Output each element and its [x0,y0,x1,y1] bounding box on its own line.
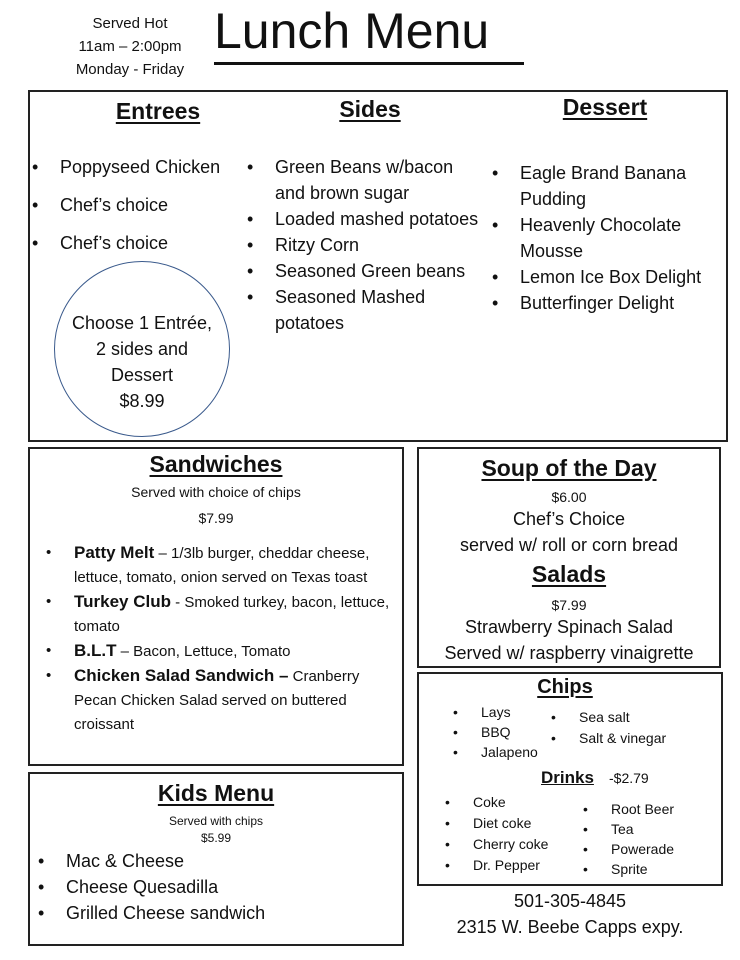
entrees-heading: Entrees [115,98,201,124]
sides-heading: Sides [339,96,401,122]
days: Monday - Friday [75,61,185,78]
sandwiches-note: Served with choice of chips [131,484,301,500]
drinks-heading: Drinks [541,768,594,787]
soup-heading: Soup of the Day [481,455,657,481]
list-item: • Ritzy Corn [247,232,487,258]
item-name: Chicken Salad Sandwich – [74,666,289,685]
item-desc: - Smoked turkey, bacon, lettuce, tomato [74,594,390,635]
list-item: • Seasoned Green beans [247,258,487,284]
salads-price: $7.99 [551,597,587,613]
salads-line1: Strawberry Spinach Salad [464,617,674,637]
list-item: • Diet coke [445,813,548,834]
list-item: • Coke [445,792,548,813]
sandwiches-list [46,541,398,737]
kids-heading: Kids Menu [157,780,275,806]
list-item: • Chef’s choice [32,192,247,218]
list-item: • Poppyseed Chicken [32,154,247,180]
drinks-list-2 [583,799,674,879]
chips-drinks-box [417,672,723,886]
item-desc: – 1/3lb burger, cheddar cheese, lettuce, tomato, onion served on Texas toast [74,545,370,586]
entrees-list [32,154,247,256]
service-info [50,12,210,81]
deal-line: Dessert [110,365,173,385]
list-item: • Heavenly Chocolate Mousse [492,212,722,264]
soup-price: $6.00 [551,489,587,505]
list-item: • Chef’s choice [32,230,247,256]
list-item [46,639,398,664]
list-item [46,664,398,737]
soup-line1: Chef’s Choice [512,509,626,529]
list-item: • Lemon Ice Box Delight [492,264,722,290]
dessert-list [492,160,722,316]
deal-line: Choose 1 Entrée, [71,313,213,333]
item-desc: – Bacon, Lettuce, Tomato [116,643,291,660]
main-menu-box [28,90,728,442]
salads-heading: Salads [531,561,607,587]
chips-list-2 [551,707,666,749]
drinks-price: -$2.79 [609,770,649,786]
list-item [46,590,398,639]
list-item: • Cherry coke [445,834,548,855]
sandwiches-box [28,447,404,766]
list-item: • Tea [583,819,674,839]
sandwiches-price: $7.99 [198,510,234,526]
kids-price: $5.99 [200,831,232,845]
phone-number: 501-305-4845 [513,891,627,911]
list-item: • Jalapeno [453,742,538,762]
deal-price: $8.99 [119,391,165,411]
item-name: Turkey Club [74,592,171,611]
list-item: • Cheese Quesadilla [38,874,265,900]
dessert-heading: Dessert [562,94,648,120]
combo-deal [54,310,230,414]
page-title: Lunch Menu [214,2,524,65]
list-item: • Butterfinger Delight [492,290,722,316]
list-item: • Loaded mashed potatoes [247,206,487,232]
soup-salad-box [417,447,721,668]
list-item: • Root Beer [583,799,674,819]
list-item: • Sea salt [551,707,666,728]
list-item [46,541,398,590]
hours: 11am – 2:00pm [78,38,182,55]
salads-line2: Served w/ raspberry vinaigrette [444,643,694,663]
list-item: • Sprite [583,859,674,879]
item-name: Patty Melt [74,543,155,562]
list-item: • Powerade [583,839,674,859]
deal-line: 2 sides and [95,339,189,359]
chips-list-1 [453,702,538,762]
list-item: • Eagle Brand Banana Pudding [492,160,722,212]
soup-line2: served w/ roll or corn bread [459,535,679,555]
list-item: • Grilled Cheese sandwich [38,900,265,926]
sides-list [247,154,487,336]
chips-heading: Chips [537,676,593,698]
kids-note: Served with chips [168,814,264,828]
list-item: • Green Beans w/bacon and brown sugar [247,154,487,206]
list-item: • Mac & Cheese [38,848,265,874]
item-name: B.L.T [74,641,117,660]
sandwiches-heading: Sandwiches [149,451,283,477]
list-item: • Seasoned Mashed potatoes [247,284,487,336]
address: 2315 W. Beebe Capps expy. [456,917,684,937]
served-hot: Served Hot [92,15,168,32]
list-item: • Salt & vinegar [551,728,666,749]
list-item: • Lays [453,702,538,722]
drinks-list-1 [445,792,548,876]
kids-list [38,848,265,926]
list-item: • BBQ [453,722,538,742]
item-desc: Cranberry Pecan Chicken Salad served on buttered croissant [74,668,360,733]
list-item: • Dr. Pepper [445,855,548,876]
kids-menu-box [28,772,404,946]
